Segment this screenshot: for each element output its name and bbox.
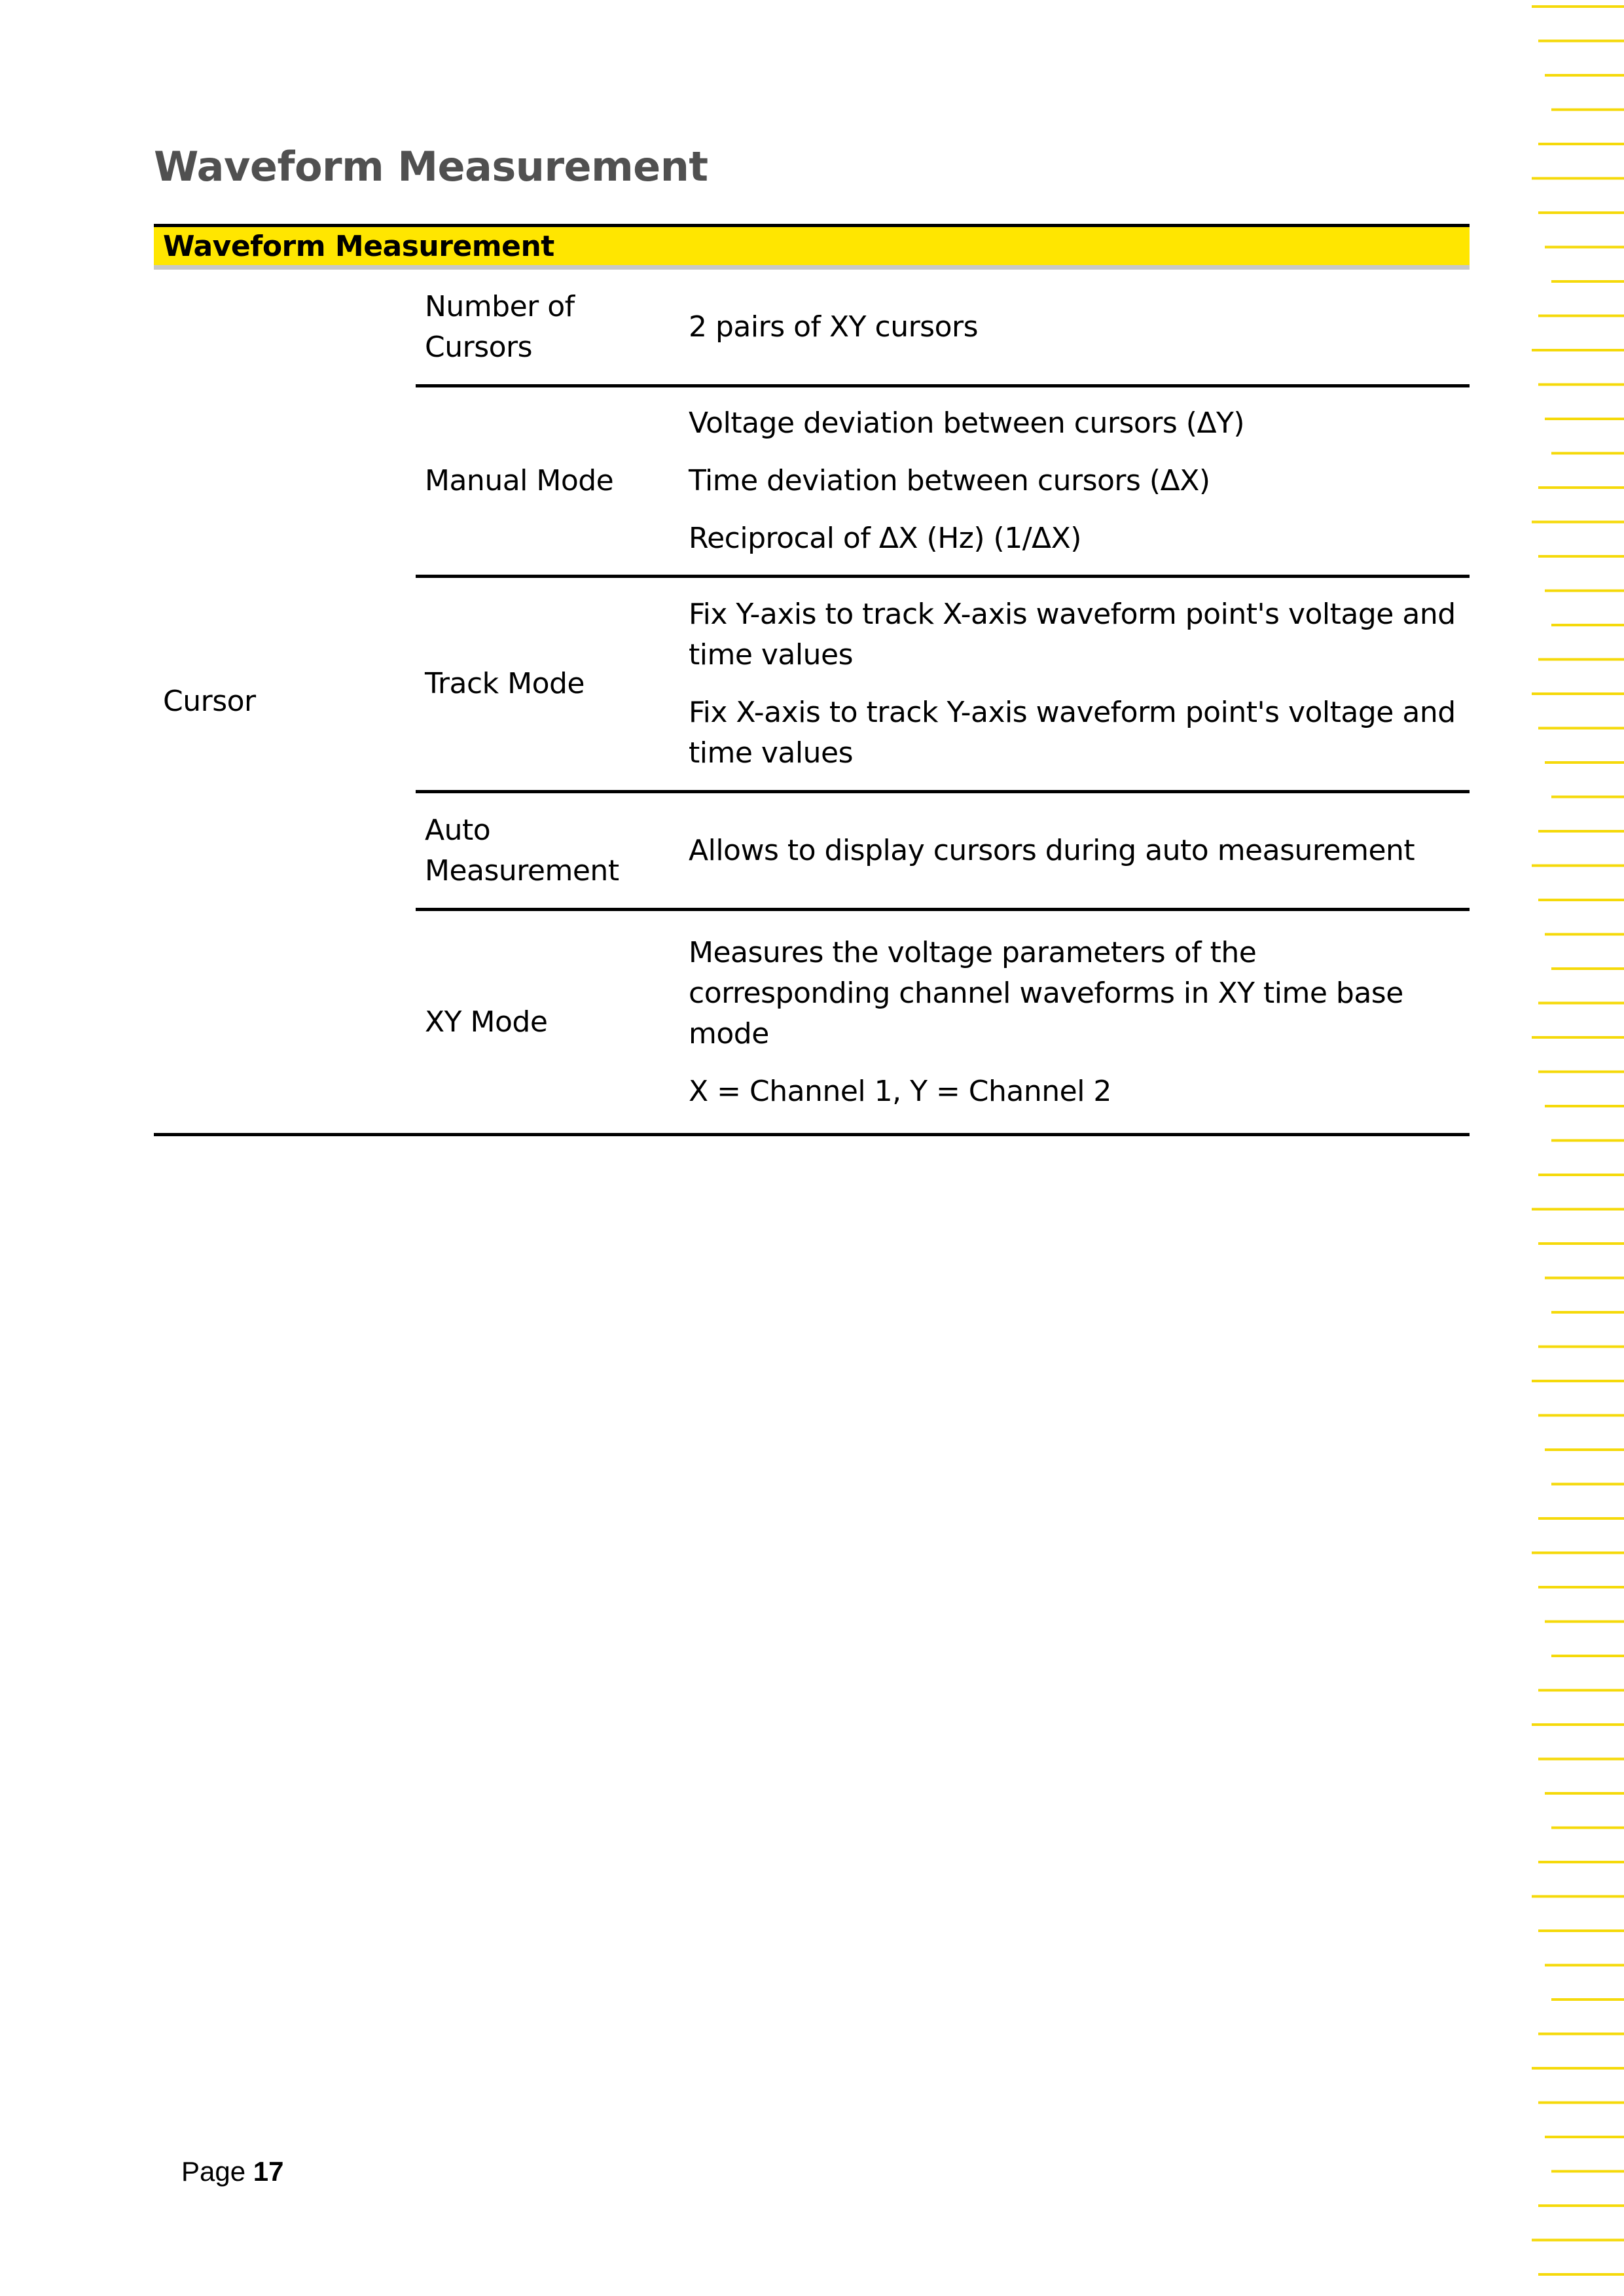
row-value: Voltage deviation between cursors (ΔY) [689, 406, 1245, 440]
table-row-track-mode [416, 578, 1470, 793]
page-number: 17 [253, 2156, 284, 2187]
spec-table [154, 224, 1470, 1136]
row-value: Fix Y-axis to track X-axis waveform point's voltage and time values [689, 598, 1456, 672]
table-header: Waveform Measurement [154, 224, 1470, 270]
group-label-cursor: Cursor [163, 685, 256, 718]
row-value: Measures the voltage parameters of the corresponding channel waveforms in XY time base mode [689, 935, 1403, 1050]
row-values [689, 578, 1456, 790]
row-value: X = Channel 1, Y = Channel 2 [689, 1074, 1111, 1108]
page-title: Waveform Measurement [154, 143, 708, 190]
row-value: 2 pairs of XY cursors [689, 310, 979, 344]
row-values [689, 270, 1456, 384]
row-values [689, 793, 1456, 908]
row-label: XY Mode [425, 1005, 548, 1039]
edge-ruler-decoration [1525, 0, 1624, 2296]
table-body [154, 270, 1470, 1136]
row-label: Track Mode [425, 667, 585, 700]
row-value: Reciprocal of ΔX (Hz) (1/ΔX) [689, 522, 1081, 555]
row-values [689, 387, 1456, 575]
row-label: Number of Cursors [425, 289, 575, 364]
table-row-auto-measurement [416, 793, 1470, 911]
row-values [689, 911, 1456, 1133]
table-row-xy-mode [416, 911, 1470, 1133]
page-number-footer [181, 2152, 283, 2191]
page-label: Page [181, 2156, 246, 2187]
table-row-number-of-cursors [416, 270, 1470, 387]
table-row-manual-mode [416, 387, 1470, 578]
row-label: Manual Mode [425, 464, 614, 497]
row-value: Fix X-axis to track Y-axis waveform point's voltage and time values [689, 696, 1456, 770]
row-label: Auto Measurement [425, 813, 619, 888]
row-value: Time deviation between cursors (ΔX) [689, 464, 1210, 497]
row-value: Allows to display cursors during auto measurement [689, 833, 1415, 867]
